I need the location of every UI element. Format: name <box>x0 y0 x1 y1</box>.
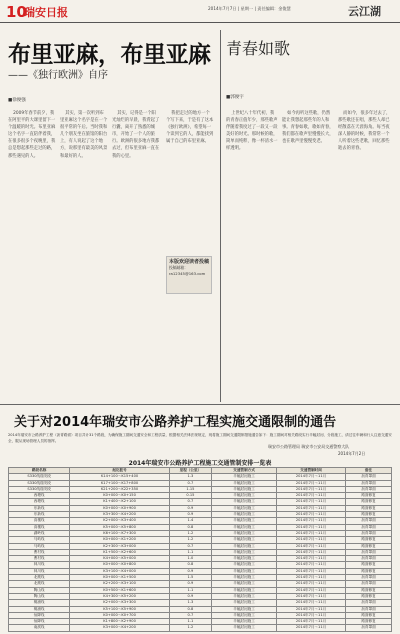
submission-email: ra12345@163.com <box>169 271 206 276</box>
table-cell: 林川线 <box>9 562 70 568</box>
table-cell: 路面修复 <box>346 568 392 574</box>
table-cell: K2+300～K3+000 <box>70 543 170 549</box>
table-cell: 1.1 <box>169 587 211 593</box>
table-cell: 0.7 <box>169 612 211 618</box>
table-cell: K5+000～K5+800 <box>70 524 170 530</box>
table-cell: 半幅封闭施工 <box>211 493 276 499</box>
table-cell: 路面修复 <box>346 562 392 568</box>
table-cell: 2014年7月～11月 <box>277 474 346 480</box>
table-cell: 沥青罩面 <box>346 556 392 562</box>
table-cell: 2014年7月～11月 <box>277 549 346 555</box>
table-cell: 2014年7月～11月 <box>277 556 346 562</box>
table-cell: 1.2 <box>169 537 211 543</box>
table-cell: S330线瑞安段 <box>9 480 70 486</box>
table-row <box>9 625 392 631</box>
table-cell: 沥青罩面 <box>346 581 392 587</box>
submission-box <box>166 256 212 294</box>
article-column-3: 其实，记得是一个阳光灿烂的早晨，我背起了行囊，离开了熟悉的城市，开始了一个人的旅行。欧洲的很多地方我都去过，但布里亚麻一直在我的心里。 <box>112 111 160 159</box>
table-cell: 0.9 <box>169 568 211 574</box>
article-title-2: 青春如歌 <box>226 39 291 58</box>
table-cell: 2014年7月～11月 <box>277 518 346 524</box>
table-cell: 1.1 <box>169 549 211 555</box>
table-cell: 1.0 <box>169 556 211 562</box>
table-cell: 1.3 <box>169 474 211 480</box>
table-cell: 2014年7月～11月 <box>277 480 346 486</box>
table-cell: 2014年7月～11月 <box>277 612 346 618</box>
table-cell: 2014年7月～11月 <box>277 537 346 543</box>
notice-text: 2014年瑞安市公路养护工程（沥青路面）项目共计31个路段，为确保施工期间交通安全和工程质量，根据相关法律法规规定，现将施工期间交通限制措施通告如下：施工期间对相关路段实行半幅封闭、分段施工，请过往车辆和行人注意交通安全，服从现场管理人员的指挥。 <box>8 433 392 443</box>
notice-date: 2014年7月2日 <box>338 451 366 456</box>
table-cell: 林川线 <box>9 568 70 574</box>
table-cell: 0.8 <box>169 524 211 530</box>
article-author-2: ■郭俊宇 <box>226 95 244 100</box>
table-cell: K1+400～K2+100 <box>70 499 170 505</box>
table-cell: 沥青罩面 <box>346 625 392 631</box>
table-cell: 1.2 <box>169 530 211 536</box>
table-cell: 半幅封闭施工 <box>211 593 276 599</box>
table-cell: 沥青罩面 <box>346 480 392 486</box>
table-cell: 路面修复 <box>346 512 392 518</box>
table-cell: 西塘线 <box>9 493 70 499</box>
table-cell: 陶山线 <box>9 593 70 599</box>
table-cell: 2014年7月～11月 <box>277 593 346 599</box>
table-cell: 半幅封闭施工 <box>211 499 276 505</box>
article2-column-2: 如今再听这些歌，仍然能让我想起那些年的人和事。青春如歌，歌如青春，我们都在歌声里慢慢长大，也在歌声里慢慢变老。 <box>282 111 334 145</box>
table-cell: 1.2 <box>169 625 211 631</box>
table-cell: 高楼线 <box>9 524 70 530</box>
table-header-cell: 路段名称 <box>9 468 70 474</box>
table-cell: 0.8 <box>169 606 211 612</box>
table-cell: S330线瑞安段 <box>9 486 70 492</box>
table-cell: 路面修复 <box>346 619 392 625</box>
table-cell: 北麂线 <box>9 575 70 581</box>
table-cell: 半幅封闭施工 <box>211 543 276 549</box>
table-cell: 0.9 <box>169 512 211 518</box>
table-cell: 路面修复 <box>346 505 392 511</box>
table-cell: 半幅封闭施工 <box>211 587 276 593</box>
table-body <box>9 474 392 631</box>
table-cell: 0.7 <box>169 499 211 505</box>
table-cell: 1.15 <box>169 486 211 492</box>
table-cell: K1+800～K2+900 <box>70 619 170 625</box>
table-cell: 路面修复 <box>346 612 392 618</box>
table-cell: 1.4 <box>169 518 211 524</box>
table-cell: 高楼线 <box>9 518 70 524</box>
table-cell: 仙降线 <box>9 612 70 618</box>
table-cell: 2014年7月～11月 <box>277 530 346 536</box>
table-cell: K4+300～K5+200 <box>70 593 170 599</box>
table-cell: K14+100～K15+400 <box>70 474 170 480</box>
table-cell: 2014年7月～11月 <box>277 486 346 492</box>
table-cell: 2014年7月～11月 <box>277 505 346 511</box>
table-cell: 0.15 <box>169 493 211 499</box>
table-cell: K21+200～K22+350 <box>70 486 170 492</box>
table-cell: 路面修复 <box>346 499 392 505</box>
table-cell: 仙降线 <box>9 619 70 625</box>
table-cell: K0+500～K1+600 <box>70 587 170 593</box>
table-cell: S330线瑞安段 <box>9 474 70 480</box>
table-cell: 西塘线 <box>9 499 70 505</box>
table-cell: K3+000～K4+200 <box>70 625 170 631</box>
table-cell: 陶山线 <box>9 587 70 593</box>
table-cell: K3+300～K4+200 <box>70 512 170 518</box>
table-cell: 沥青罩面 <box>346 524 392 530</box>
table-cell: 0.7 <box>169 480 211 486</box>
table-cell: 半幅封闭施工 <box>211 537 276 543</box>
table-cell: 沥青罩面 <box>346 530 392 536</box>
article-title: 布里亚麻，布里亚麻 <box>8 42 211 68</box>
table-cell: K2+200～K3+100 <box>70 581 170 587</box>
table-cell: 半幅封闭施工 <box>211 575 276 581</box>
article-column-2: 其实，第一次听到布里亚麻这个名字是在一个很平常的午后。当时我和几个朋友坐在旅馆的阳台上，有人说起了这个地方，说那里有最美的风景和最好的人。 <box>60 111 108 159</box>
article-subtitle: ——《独行欧洲》自序 <box>8 70 108 81</box>
table-cell: 沥青罩面 <box>346 600 392 606</box>
notice-signature: 瑞安市公路管理局 瑞安市公安局交通警察大队 <box>268 444 350 449</box>
table-cell: 0.9 <box>169 505 211 511</box>
table-cell: 曹村线 <box>9 549 70 555</box>
table-cell: K17+100～K17+800 <box>70 480 170 486</box>
table-cell: 2014年7月～11月 <box>277 575 346 581</box>
table-cell: 半幅封闭施工 <box>211 530 276 536</box>
column-divider <box>220 30 221 402</box>
table-cell: K2+000～K3+300 <box>70 600 170 606</box>
table-cell: 1.5 <box>169 575 211 581</box>
table-cell: 2014年7月～11月 <box>277 499 346 505</box>
table-cell: 路面修复 <box>346 493 392 499</box>
table-cell: 2014年7月～11月 <box>277 600 346 606</box>
table-cell: 2014年7月～11月 <box>277 543 346 549</box>
table-cell: 半幅封闭施工 <box>211 505 276 511</box>
table-cell: 东新线 <box>9 505 70 511</box>
table-cell: K0+000～K1+500 <box>70 575 170 581</box>
table-header-cell: 交通管制方式 <box>211 468 276 474</box>
table-cell: 2014年7月～11月 <box>277 581 346 587</box>
table-cell: K1+500～K2+600 <box>70 549 170 555</box>
table-cell: 东新线 <box>9 512 70 518</box>
article2-column-3: 而如今，很多年过去了，那些歌还在唱，那些人却已经散落在天涯海角。每当夜深人静的时候，我常常一个人听着这些老歌，回忆那些逝去的青春。 <box>338 111 391 152</box>
table-cell: 沥青罩面 <box>346 486 392 492</box>
table-cell: 路面修复 <box>346 543 392 549</box>
table-cell: 1.1 <box>169 619 211 625</box>
table-cell: 2014年7月～11月 <box>277 512 346 518</box>
table-cell: 沥青罩面 <box>346 474 392 480</box>
notice-title: 关于对2014年瑞安市公路养护工程实施交通限制的通告 <box>14 415 337 430</box>
table-cell: 半幅封闭施工 <box>211 486 276 492</box>
table-cell: 半幅封闭施工 <box>211 480 276 486</box>
section-divider <box>0 404 400 405</box>
table-cell: 沥青罩面 <box>346 575 392 581</box>
table-cell: 半幅封闭施工 <box>211 549 276 555</box>
table-cell: K4+000～K5+000 <box>70 556 170 562</box>
article-author: ■徐俊强 <box>8 98 26 103</box>
table-cell: 半幅封闭施工 <box>211 524 276 530</box>
table-header-cell: 备注 <box>346 468 392 474</box>
table-cell: K5+100～K5+900 <box>70 606 170 612</box>
submission-label: 投稿邮箱： <box>169 265 188 270</box>
table-cell: 半幅封闭施工 <box>211 581 276 587</box>
section-name: 云江湖 <box>348 5 381 18</box>
table-cell: K0+000～K0+700 <box>70 612 170 618</box>
page-number: 10 <box>6 3 27 21</box>
table-cell: 半幅封闭施工 <box>211 625 276 631</box>
table-cell: 北麂线 <box>9 581 70 587</box>
table-cell: 2014年7月～11月 <box>277 493 346 499</box>
table-cell: 路面修复 <box>346 587 392 593</box>
table-cell: 0.7 <box>169 543 211 549</box>
table-cell: 马屿线 <box>9 537 70 543</box>
table-cell: 0.8 <box>169 562 211 568</box>
table-cell: K0+000～K0+150 <box>70 493 170 499</box>
table-cell: 桐浦线 <box>9 606 70 612</box>
table-cell: 沥青罩面 <box>346 606 392 612</box>
table-cell: 2014年7月～11月 <box>277 587 346 593</box>
table-cell: K0+000～K1+200 <box>70 537 170 543</box>
table-header-cell: 交通管制时间 <box>277 468 346 474</box>
article-column-4: 我把走过的地方一个个写下来，于是有了这本《独行欧洲》，希望每一个读到它的人，都能找到属于自己的布里亚麻。 <box>166 111 214 145</box>
table-cell: 2014年7月～11月 <box>277 625 346 631</box>
table-cell: 桐浦线 <box>9 600 70 606</box>
table-cell: 2014年7月～11月 <box>277 619 346 625</box>
notice-table <box>8 467 392 632</box>
table-cell: K2+000～K3+400 <box>70 518 170 524</box>
table-cell: 2014年7月～11月 <box>277 562 346 568</box>
table-cell: K3+100～K4+000 <box>70 568 170 574</box>
table-title: 2014年瑞安市公路养护工程施工交通管制安排一览表 <box>128 460 272 467</box>
table-cell: 2014年7月～11月 <box>277 568 346 574</box>
table-cell: 半幅封闭施工 <box>211 568 276 574</box>
table-cell: K0+000～K0+900 <box>70 505 170 511</box>
paper-name: 瑞安日报 <box>24 6 68 19</box>
table-cell: 沥青罩面 <box>346 518 392 524</box>
table-header-cell: 里程（公里） <box>169 468 211 474</box>
article2-column-1: 上世纪八十年代初，我的青春正值年少，那些歌声伴随着我度过了一段又一段美好的时光。那时候的歌，简单而纯粹，像一杯清水一样透明。 <box>226 111 278 152</box>
submission-heading: 本版欢迎读者投稿 <box>169 259 210 265</box>
table-cell: 半幅封闭施工 <box>211 512 276 518</box>
header-info: 2014年7月7日 | 星期一 | 责任编辑：金俊慧 <box>208 6 291 11</box>
table-cell: 半幅封闭施工 <box>211 556 276 562</box>
table-cell: 南滨线 <box>9 625 70 631</box>
table-cell: 0.9 <box>169 593 211 599</box>
table-cell: 1.3 <box>169 600 211 606</box>
table-cell: 半幅封闭施工 <box>211 518 276 524</box>
table-cell: 湖岭线 <box>9 530 70 536</box>
table-cell: K6+100～K7+300 <box>70 530 170 536</box>
table-cell: 半幅封闭施工 <box>211 612 276 618</box>
table-cell: 2014年7月～11月 <box>277 606 346 612</box>
table-cell: 2014年7月～11月 <box>277 524 346 530</box>
table-cell: 半幅封闭施工 <box>211 562 276 568</box>
table-cell: 路面修复 <box>346 537 392 543</box>
table-cell: 曹村线 <box>9 556 70 562</box>
table-cell: 半幅封闭施工 <box>211 474 276 480</box>
table-cell: K0+000～K0+800 <box>70 562 170 568</box>
article-column-1: 2009年春节前夕，我在阿里平的大课里留下一个温暖的时光。布里亚麻这个名字一直陪伴着我，在很多很多个夜晚里，我总是想起那些走过的路，那些遇见的人。 <box>8 111 56 159</box>
table-cell: 半幅封闭施工 <box>211 600 276 606</box>
table-cell: 沥青罩面 <box>346 549 392 555</box>
table-cell: 0.9 <box>169 581 211 587</box>
table-cell: 马屿线 <box>9 543 70 549</box>
table-cell: 半幅封闭施工 <box>211 606 276 612</box>
table-cell: 半幅封闭施工 <box>211 619 276 625</box>
table-cell: 路面修复 <box>346 593 392 599</box>
table-header-cell: 起讫桩号 <box>70 468 170 474</box>
